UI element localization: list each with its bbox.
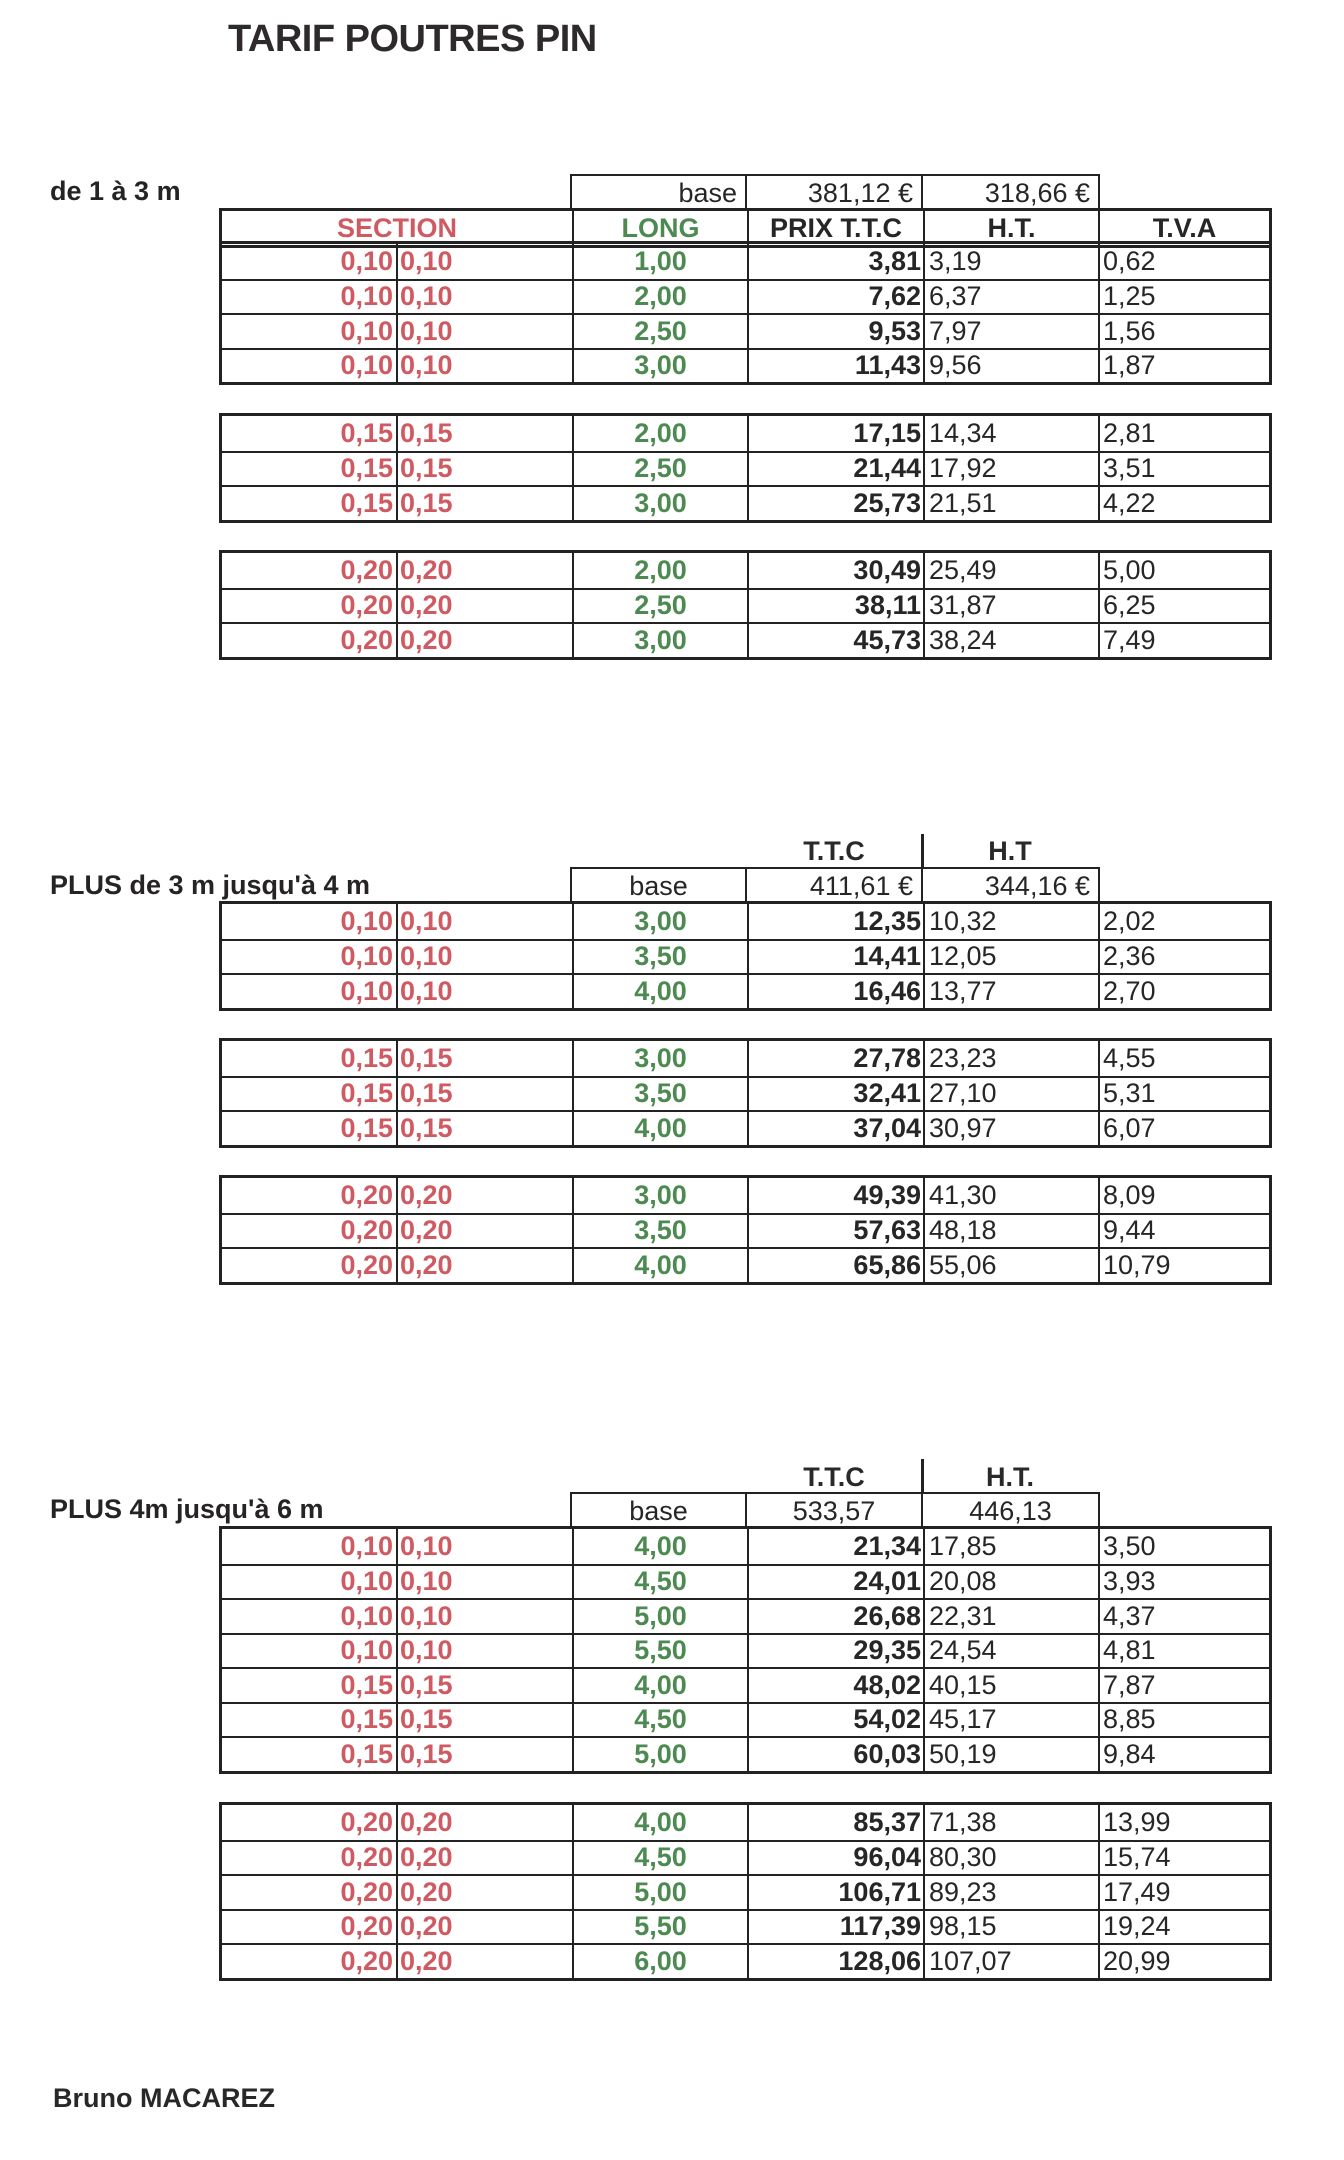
range-label-3-4m: PLUS de 3 m jusqu'à 4 m xyxy=(50,870,371,900)
section-height-cell: 0,10 xyxy=(398,941,574,974)
section-width-cell: 0,15 xyxy=(222,487,398,520)
tva-cell: 1,25 xyxy=(1103,281,1156,312)
section-width-cell: 0,20 xyxy=(222,1805,398,1840)
section-height-cell: 0,10 xyxy=(398,904,574,939)
section-width-cell: 0,20 xyxy=(222,1178,398,1213)
price-ht-cell: 21,51 xyxy=(925,487,1100,520)
header-tva: T.V.A xyxy=(1152,212,1217,243)
table-row xyxy=(222,1805,1269,1840)
table-row xyxy=(222,1874,1269,1909)
price-ttc-cell: 37,04 xyxy=(749,1112,925,1145)
tva-cell: 5,31 xyxy=(1103,1078,1156,1109)
length-cell: 4,00 xyxy=(574,1669,749,1702)
length-cell: 4,50 xyxy=(574,1566,749,1599)
base-ttc: 381,12 € xyxy=(747,176,923,210)
section-height-cell: 0,20 xyxy=(398,1805,574,1840)
tva-cell: 3,50 xyxy=(1103,1530,1156,1561)
length-cell: 3,50 xyxy=(574,941,749,974)
table-row xyxy=(222,1598,1269,1633)
price-ttc-cell: 65,86 xyxy=(749,1249,925,1282)
col-label-ttc: T.T.C xyxy=(803,1462,865,1492)
section-width-cell: 0,20 xyxy=(222,1215,398,1248)
section-width-cell: 0,15 xyxy=(222,453,398,486)
section-width-cell: 0,10 xyxy=(222,975,398,1008)
price-ht-cell: 89,23 xyxy=(925,1876,1100,1909)
tva-cell: 4,55 xyxy=(1103,1042,1156,1073)
table-row xyxy=(222,348,1269,383)
section-height-cell: 0,20 xyxy=(398,1911,574,1944)
price-ht-cell: 48,18 xyxy=(925,1215,1100,1248)
length-cell: 3,00 xyxy=(574,487,749,520)
length-cell: 4,00 xyxy=(574,1112,749,1145)
price-ttc-cell: 30,49 xyxy=(749,553,925,588)
author-name: Bruno MACAREZ xyxy=(53,2083,275,2113)
section-height-cell: 0,20 xyxy=(398,590,574,623)
price-ht-cell: 25,49 xyxy=(925,553,1100,588)
price-ttc-cell: 54,02 xyxy=(749,1704,925,1737)
section-height-cell: 0,20 xyxy=(398,624,574,657)
section-height-cell: 0,20 xyxy=(398,1249,574,1282)
section-height-cell: 0,10 xyxy=(398,281,574,314)
price-block xyxy=(219,1175,1272,1285)
tva-cell: 9,44 xyxy=(1103,1215,1156,1246)
price-ttc-cell: 14,41 xyxy=(749,941,925,974)
tva-cell: 4,37 xyxy=(1103,1600,1156,1631)
header-section: SECTION xyxy=(222,211,574,245)
section-width-cell: 0,10 xyxy=(222,315,398,348)
tva-cell: 20,99 xyxy=(1103,1945,1171,1976)
price-ttc-cell: 38,11 xyxy=(749,590,925,623)
base-row xyxy=(570,1492,1100,1528)
section-height-cell: 0,15 xyxy=(398,1669,574,1702)
section-height-cell: 0,10 xyxy=(398,975,574,1008)
price-block xyxy=(219,241,1272,385)
base-label: base xyxy=(572,176,747,210)
length-cell: 3,00 xyxy=(574,1178,749,1213)
section-width-cell: 0,10 xyxy=(222,350,398,383)
section-height-cell: 0,20 xyxy=(398,1178,574,1213)
tva-cell: 9,84 xyxy=(1103,1738,1156,1769)
tva-cell: 8,85 xyxy=(1103,1704,1156,1735)
col-label-ttc: T.T.C xyxy=(803,836,865,866)
price-ttc-cell: 24,01 xyxy=(749,1566,925,1599)
range-label-4-6m: PLUS 4m jusqu'à 6 m xyxy=(50,1494,324,1524)
price-ttc-cell: 27,78 xyxy=(749,1041,925,1076)
header-ttc: PRIX T.T.C xyxy=(749,211,925,245)
tva-cell: 8,09 xyxy=(1103,1179,1156,1210)
section-width-cell: 0,15 xyxy=(222,1078,398,1111)
section-width-cell: 0,15 xyxy=(222,1041,398,1076)
length-cell: 4,00 xyxy=(574,1529,749,1564)
price-ttc-cell: 16,46 xyxy=(749,975,925,1008)
length-cell: 5,00 xyxy=(574,1876,749,1909)
tva-cell: 6,25 xyxy=(1103,590,1156,621)
table-row xyxy=(222,1213,1269,1248)
length-cell: 4,00 xyxy=(574,975,749,1008)
section-width-cell: 0,10 xyxy=(222,941,398,974)
price-ttc-cell: 128,06 xyxy=(749,1945,925,1978)
tva-cell: 10,79 xyxy=(1103,1249,1171,1280)
tva-cell: 1,56 xyxy=(1103,315,1156,346)
tva-cell: 2,81 xyxy=(1103,417,1156,448)
section-width-cell: 0,15 xyxy=(222,1704,398,1737)
price-ttc-cell: 11,43 xyxy=(749,350,925,383)
section-height-cell: 0,15 xyxy=(398,1738,574,1771)
table-row xyxy=(222,1247,1269,1282)
table-row xyxy=(222,1943,1269,1978)
section-width-cell: 0,10 xyxy=(222,281,398,314)
length-cell: 5,50 xyxy=(574,1635,749,1668)
price-ttc-cell: 117,39 xyxy=(749,1911,925,1944)
table-row xyxy=(222,244,1269,279)
length-cell: 3,00 xyxy=(574,1041,749,1076)
table-row xyxy=(222,1633,1269,1668)
length-cell: 3,00 xyxy=(574,624,749,657)
price-ttc-cell: 21,34 xyxy=(749,1529,925,1564)
section-height-cell: 0,10 xyxy=(398,1600,574,1633)
price-ttc-cell: 25,73 xyxy=(749,487,925,520)
section-width-cell: 0,10 xyxy=(222,244,398,279)
tva-cell: 17,49 xyxy=(1103,1876,1171,1907)
length-cell: 2,50 xyxy=(574,590,749,623)
tva-cell: 7,49 xyxy=(1103,624,1156,655)
table-row xyxy=(222,1110,1269,1145)
length-cell: 5,00 xyxy=(574,1738,749,1771)
table-row xyxy=(222,1840,1269,1875)
section-height-cell: 0,20 xyxy=(398,1842,574,1875)
price-ttc-cell: 45,73 xyxy=(749,624,925,657)
tva-cell: 3,93 xyxy=(1103,1566,1156,1597)
tva-cell: 4,22 xyxy=(1103,487,1156,518)
price-ht-cell: 12,05 xyxy=(925,941,1100,974)
price-ht-cell: 22,31 xyxy=(925,1600,1100,1633)
length-cell: 3,50 xyxy=(574,1078,749,1111)
table-row xyxy=(222,1702,1269,1737)
price-ht-cell: 6,37 xyxy=(925,281,1100,314)
base-ht: 344,16 € xyxy=(984,870,1090,901)
length-cell: 2,50 xyxy=(574,315,749,348)
tva-cell: 15,74 xyxy=(1103,1842,1171,1873)
price-ht-cell: 30,97 xyxy=(925,1112,1100,1145)
section-height-cell: 0,20 xyxy=(398,553,574,588)
table-row xyxy=(222,1041,1269,1076)
price-ht-cell: 80,30 xyxy=(925,1842,1100,1875)
table-row xyxy=(222,485,1269,520)
price-ttc-cell: 26,68 xyxy=(749,1600,925,1633)
length-cell: 2,00 xyxy=(574,416,749,451)
section-height-cell: 0,15 xyxy=(398,1704,574,1737)
base-ttc: 411,61 € xyxy=(747,869,923,903)
section-height-cell: 0,10 xyxy=(398,350,574,383)
length-cell: 4,00 xyxy=(574,1249,749,1282)
base-label: base xyxy=(572,869,747,903)
tva-cell: 2,70 xyxy=(1103,975,1156,1006)
price-ttc-cell: 48,02 xyxy=(749,1669,925,1702)
price-ttc-cell: 12,35 xyxy=(749,904,925,939)
section-height-cell: 0,20 xyxy=(398,1876,574,1909)
price-ht-cell: 17,92 xyxy=(925,453,1100,486)
price-block xyxy=(219,413,1272,523)
base-row xyxy=(570,174,1100,210)
section-width-cell: 0,20 xyxy=(222,1911,398,1944)
table-row xyxy=(222,622,1269,657)
tva-cell: 0,62 xyxy=(1103,245,1156,276)
price-ht-cell: 23,23 xyxy=(925,1041,1100,1076)
price-ht-cell: 31,87 xyxy=(925,590,1100,623)
section-width-cell: 0,15 xyxy=(222,1112,398,1145)
price-block xyxy=(219,550,1272,660)
col-label-ht: H.T. xyxy=(985,1462,1034,1492)
section-height-cell: 0,15 xyxy=(398,453,574,486)
table-row xyxy=(222,973,1269,1008)
section-height-cell: 0,15 xyxy=(398,416,574,451)
length-cell: 2,00 xyxy=(574,281,749,314)
price-ttc-cell: 29,35 xyxy=(749,1635,925,1668)
tva-cell: 7,87 xyxy=(1103,1669,1156,1700)
price-ttc-cell: 17,15 xyxy=(749,416,925,451)
tva-cell: 4,81 xyxy=(1103,1635,1156,1666)
section-width-cell: 0,20 xyxy=(222,624,398,657)
length-cell: 2,50 xyxy=(574,453,749,486)
price-ttc-cell: 21,44 xyxy=(749,453,925,486)
section-height-cell: 0,10 xyxy=(398,1635,574,1668)
price-ht-cell: 27,10 xyxy=(925,1078,1100,1111)
price-ht-cell: 71,38 xyxy=(925,1805,1100,1840)
table-row xyxy=(222,553,1269,588)
length-cell: 6,00 xyxy=(574,1945,749,1978)
section-height-cell: 0,10 xyxy=(398,244,574,279)
tva-cell: 2,02 xyxy=(1103,905,1156,936)
section-height-cell: 0,15 xyxy=(398,1041,574,1076)
price-ht-cell: 7,97 xyxy=(925,315,1100,348)
table-row xyxy=(222,904,1269,939)
price-ht-cell: 3,19 xyxy=(925,244,1100,279)
table-row xyxy=(222,1178,1269,1213)
section-width-cell: 0,15 xyxy=(222,1738,398,1771)
price-ht-cell: 40,15 xyxy=(925,1669,1100,1702)
price-block xyxy=(219,901,1272,1011)
range-label-1-3m: de 1 à 3 m xyxy=(50,176,181,206)
price-block xyxy=(219,1526,1272,1774)
section-width-cell: 0,10 xyxy=(222,1635,398,1668)
table-row xyxy=(222,588,1269,623)
length-cell: 3,00 xyxy=(574,904,749,939)
base-ttc: 533,57 xyxy=(747,1494,923,1528)
tva-cell: 13,99 xyxy=(1103,1806,1171,1837)
length-cell: 4,50 xyxy=(574,1704,749,1737)
price-ttc-cell: 7,62 xyxy=(749,281,925,314)
length-cell: 3,50 xyxy=(574,1215,749,1248)
length-cell: 1,00 xyxy=(574,244,749,279)
price-ttc-cell: 9,53 xyxy=(749,315,925,348)
price-ht-cell: 41,30 xyxy=(925,1178,1100,1213)
price-ttc-cell: 106,71 xyxy=(749,1876,925,1909)
section-width-cell: 0,20 xyxy=(222,1945,398,1978)
section-width-cell: 0,10 xyxy=(222,1566,398,1599)
section-height-cell: 0,10 xyxy=(398,315,574,348)
price-ht-cell: 50,19 xyxy=(925,1738,1100,1771)
price-block xyxy=(219,1802,1272,1981)
table-row xyxy=(222,1529,1269,1564)
tva-cell: 2,36 xyxy=(1103,941,1156,972)
length-cell: 4,50 xyxy=(574,1842,749,1875)
base-row xyxy=(570,867,1100,903)
section-height-cell: 0,10 xyxy=(398,1529,574,1564)
table-row xyxy=(222,1909,1269,1944)
price-ttc-cell: 57,63 xyxy=(749,1215,925,1248)
price-ttc-cell: 60,03 xyxy=(749,1738,925,1771)
price-ht-cell: 14,34 xyxy=(925,416,1100,451)
base-ht: 446,13 xyxy=(969,1495,1052,1526)
section-width-cell: 0,20 xyxy=(222,553,398,588)
tva-cell: 3,51 xyxy=(1103,453,1156,484)
price-ht-cell: 13,77 xyxy=(925,975,1100,1008)
table-row xyxy=(222,313,1269,348)
tva-cell: 19,24 xyxy=(1103,1911,1171,1942)
price-ttc-cell: 85,37 xyxy=(749,1805,925,1840)
tva-cell: 6,07 xyxy=(1103,1112,1156,1143)
section-height-cell: 0,15 xyxy=(398,487,574,520)
table-row xyxy=(222,1564,1269,1599)
length-cell: 4,00 xyxy=(574,1805,749,1840)
section-width-cell: 0,20 xyxy=(222,590,398,623)
table-row xyxy=(222,1667,1269,1702)
tva-cell: 1,87 xyxy=(1103,350,1156,381)
price-ht-cell: 98,15 xyxy=(925,1911,1100,1944)
price-ht-cell: 107,07 xyxy=(925,1945,1100,1978)
table-row xyxy=(222,416,1269,451)
table-row xyxy=(222,939,1269,974)
table-row xyxy=(222,451,1269,486)
length-cell: 5,50 xyxy=(574,1911,749,1944)
table-row xyxy=(222,1736,1269,1771)
section-width-cell: 0,15 xyxy=(222,416,398,451)
price-ht-cell: 24,54 xyxy=(925,1635,1100,1668)
price-ttc-cell: 32,41 xyxy=(749,1078,925,1111)
price-ht-cell: 10,32 xyxy=(925,904,1100,939)
section-width-cell: 0,20 xyxy=(222,1249,398,1282)
table-row xyxy=(222,279,1269,314)
section-height-cell: 0,15 xyxy=(398,1112,574,1145)
section-height-cell: 0,20 xyxy=(398,1945,574,1978)
length-cell: 5,00 xyxy=(574,1600,749,1633)
header-ht: H.T. xyxy=(925,211,1100,245)
length-cell: 3,00 xyxy=(574,350,749,383)
section-height-cell: 0,10 xyxy=(398,1566,574,1599)
section-width-cell: 0,10 xyxy=(222,904,398,939)
section-width-cell: 0,10 xyxy=(222,1529,398,1564)
section-height-cell: 0,15 xyxy=(398,1078,574,1111)
price-ttc-cell: 3,81 xyxy=(749,244,925,279)
price-block xyxy=(219,1038,1272,1148)
price-ttc-cell: 49,39 xyxy=(749,1178,925,1213)
price-ht-cell: 17,85 xyxy=(925,1529,1100,1564)
section-width-cell: 0,10 xyxy=(222,1600,398,1633)
section-height-cell: 0,20 xyxy=(398,1215,574,1248)
header-long: LONG xyxy=(574,211,749,245)
page-title: TARIF POUTRES PIN xyxy=(228,18,597,60)
price-ht-cell: 38,24 xyxy=(925,624,1100,657)
tva-cell: 5,00 xyxy=(1103,554,1156,585)
col-label-ht: H.T xyxy=(988,836,1032,866)
base-ht: 318,66 € xyxy=(984,177,1090,208)
price-ht-cell: 45,17 xyxy=(925,1704,1100,1737)
price-ttc-cell: 96,04 xyxy=(749,1842,925,1875)
price-ht-cell: 55,06 xyxy=(925,1249,1100,1282)
price-ht-cell: 20,08 xyxy=(925,1566,1100,1599)
length-cell: 2,00 xyxy=(574,553,749,588)
base-label: base xyxy=(572,1494,747,1528)
table-row xyxy=(222,1076,1269,1111)
section-width-cell: 0,20 xyxy=(222,1842,398,1875)
section-width-cell: 0,15 xyxy=(222,1669,398,1702)
section-width-cell: 0,20 xyxy=(222,1876,398,1909)
price-ht-cell: 9,56 xyxy=(925,350,1100,383)
